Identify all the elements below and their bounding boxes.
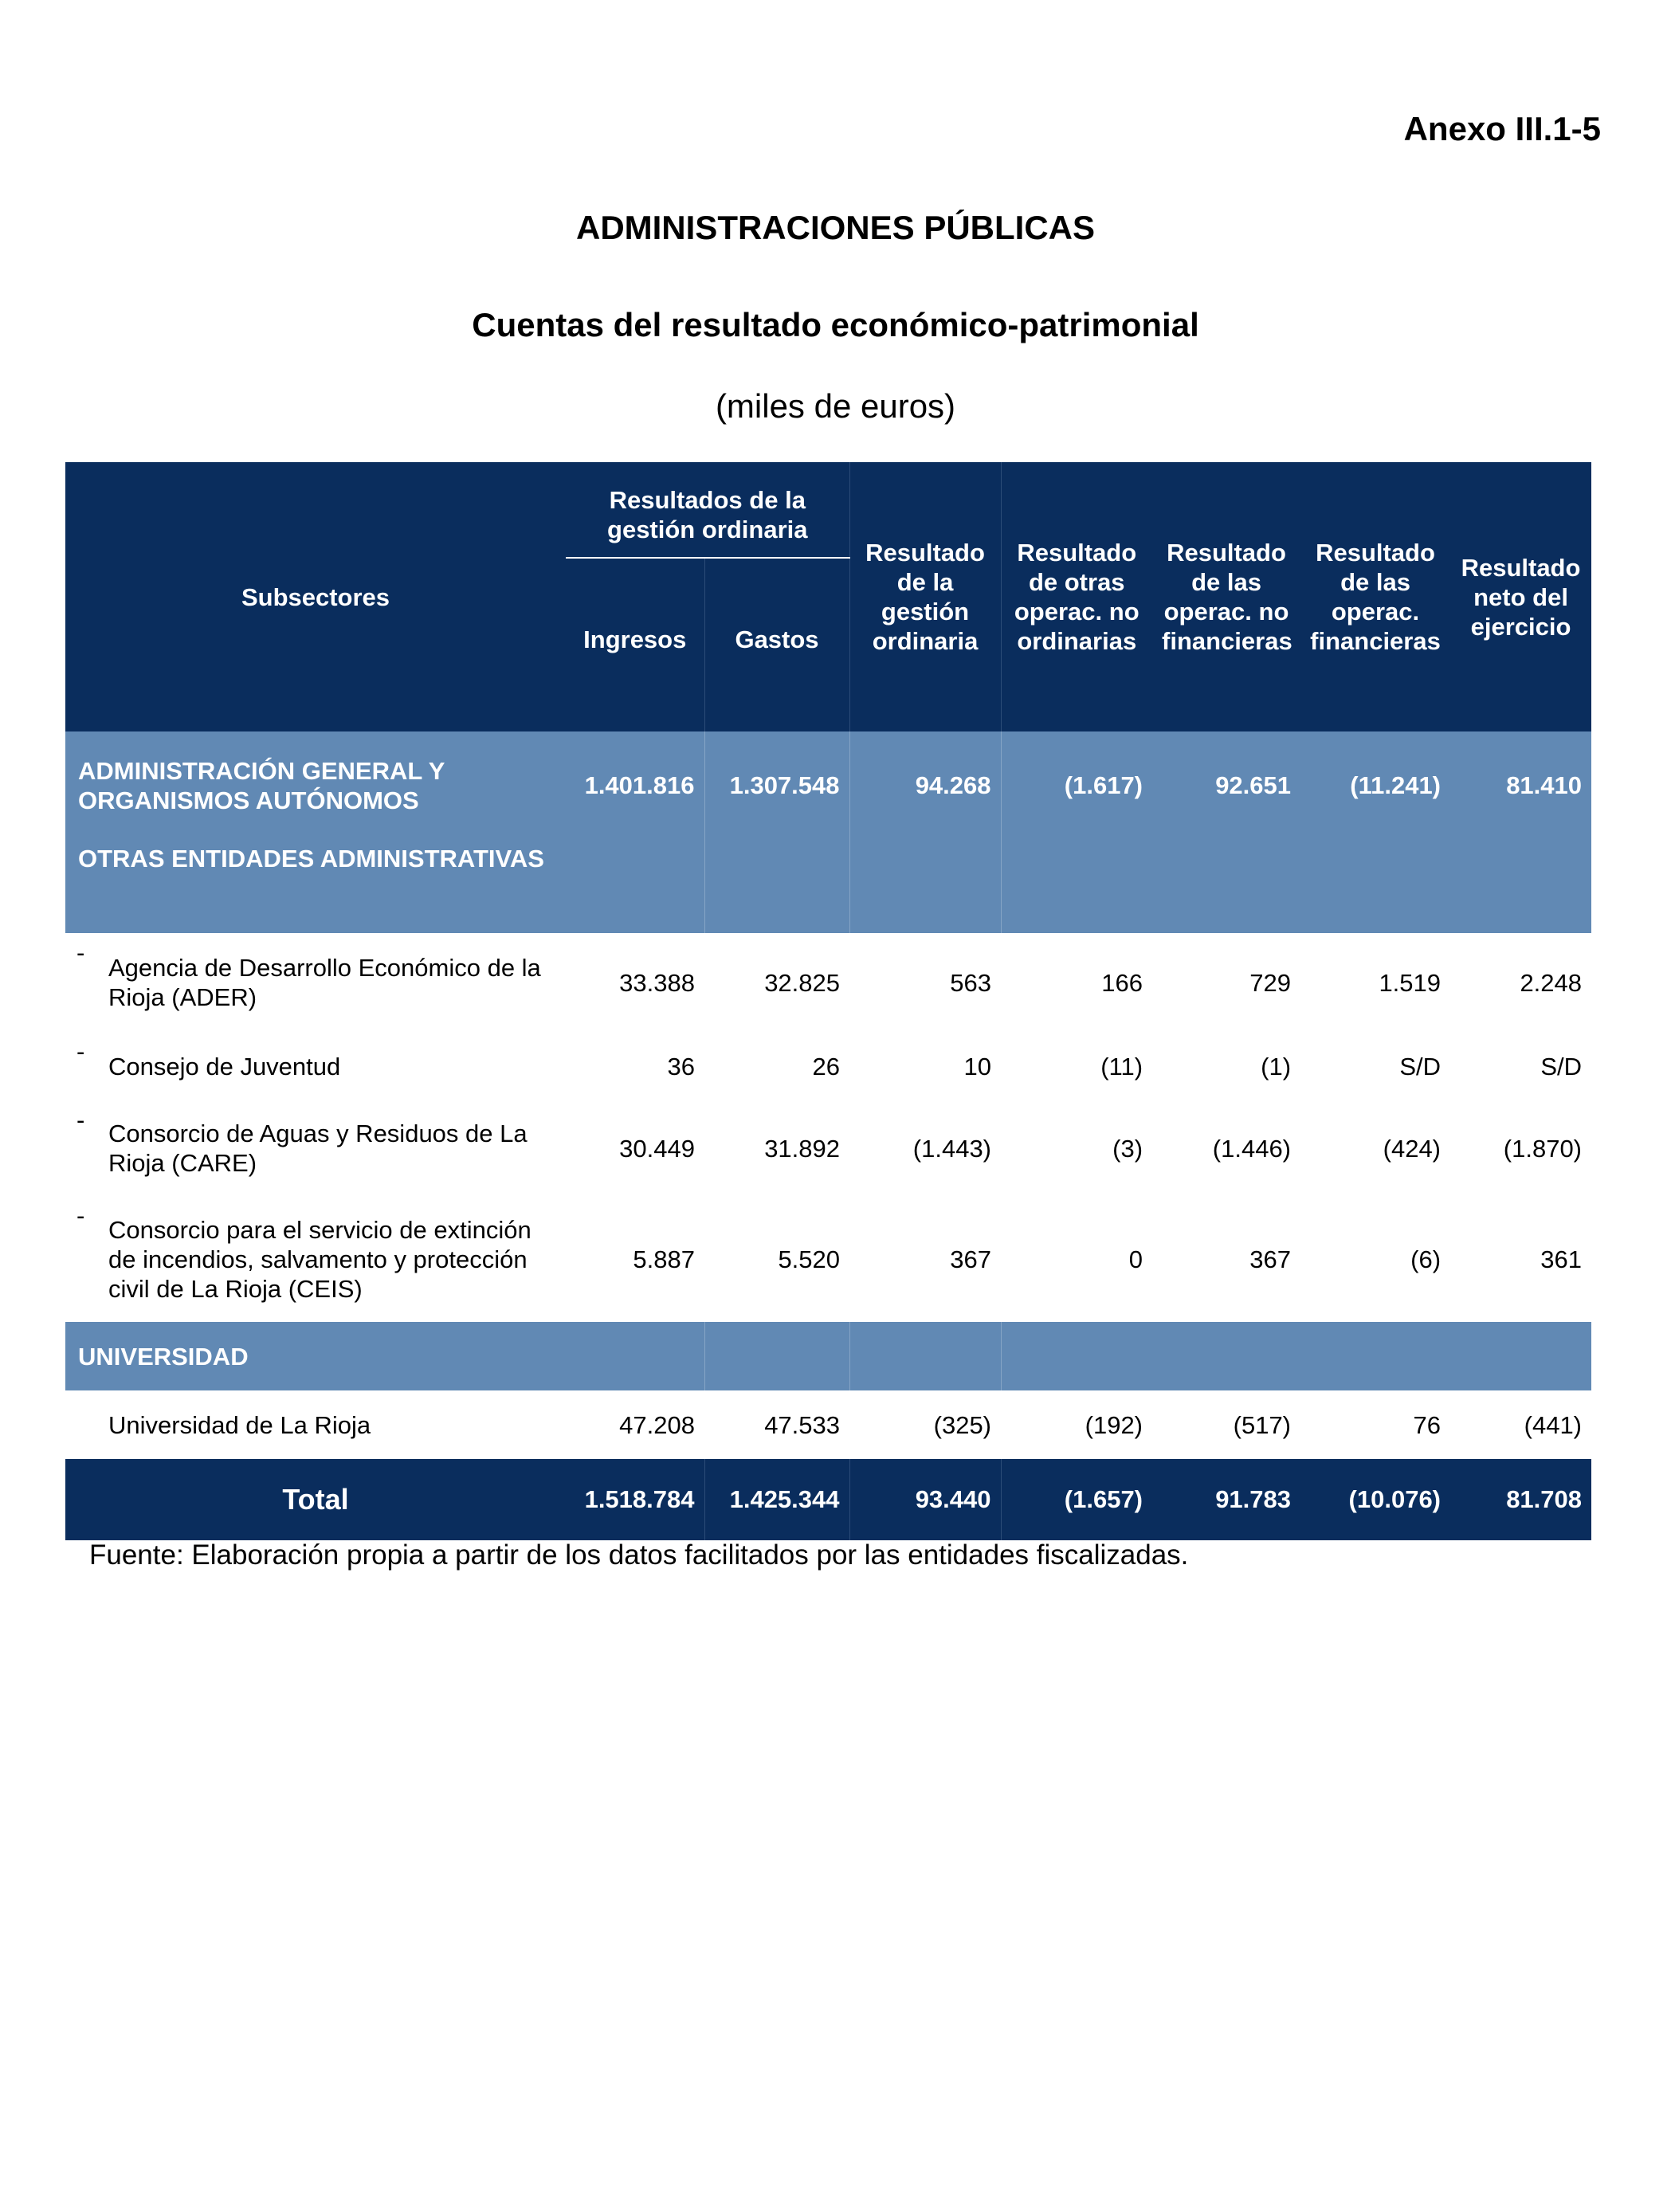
empty-cell <box>1300 839 1450 933</box>
value-cell: 30.449 <box>566 1100 704 1196</box>
value-cell: 729 <box>1152 933 1300 1032</box>
table-row <box>65 1196 1591 1322</box>
value-cell: (424) <box>1300 1100 1450 1196</box>
section-row <box>65 839 1591 933</box>
value-cell: 367 <box>849 1196 1001 1322</box>
header-res-neto: Resultado neto del ejercicio <box>1450 462 1591 731</box>
value-cell: 94.268 <box>849 731 1001 839</box>
section-label: UNIVERSIDAD <box>65 1322 566 1390</box>
value-cell: S/D <box>1450 1032 1591 1100</box>
empty-cell <box>1001 839 1152 933</box>
empty-cell <box>849 1322 1001 1390</box>
total-value: 91.783 <box>1152 1459 1300 1540</box>
empty-cell <box>849 839 1001 933</box>
header-res-no-fin: Resultado de las operac. no financieras <box>1152 462 1300 731</box>
value-cell: (325) <box>849 1390 1001 1459</box>
units-label: (miles de euros) <box>715 387 956 425</box>
empty-cell <box>1450 839 1591 933</box>
value-cell: 32.825 <box>704 933 849 1032</box>
dash-marker: - <box>76 1037 85 1065</box>
empty-cell <box>1450 1322 1591 1390</box>
section-label: ADMINISTRACIÓN GENERAL Y ORGANISMOS AUTÓNOMOS <box>65 731 566 839</box>
value-cell: (11.241) <box>1300 731 1450 839</box>
value-cell: (11) <box>1001 1032 1152 1100</box>
section-label: OTRAS ENTIDADES ADMINISTRATIVAS <box>65 839 566 933</box>
value-cell: 92.651 <box>1152 731 1300 839</box>
value-cell: 1.519 <box>1300 933 1450 1032</box>
table-row <box>65 1032 1591 1100</box>
value-cell: (1) <box>1152 1032 1300 1100</box>
page-subtitle: Cuentas del resultado económico-patrimonial <box>472 306 1199 343</box>
row-label <box>65 933 566 1032</box>
empty-cell <box>1152 839 1300 933</box>
value-cell: (192) <box>1001 1390 1152 1459</box>
value-cell: 166 <box>1001 933 1152 1032</box>
total-value: (1.657) <box>1001 1459 1152 1540</box>
table-row <box>65 933 1591 1032</box>
empty-cell <box>566 839 704 933</box>
value-cell: 1.401.816 <box>566 731 704 839</box>
value-cell: 5.520 <box>704 1196 849 1322</box>
value-cell: 31.892 <box>704 1100 849 1196</box>
value-cell: (441) <box>1450 1390 1591 1459</box>
value-cell: 563 <box>849 933 1001 1032</box>
empty-cell <box>1300 1322 1450 1390</box>
header-gastos: Gastos <box>704 558 849 731</box>
page-title: ADMINISTRACIONES PÚBLICAS <box>575 209 1096 246</box>
empty-cell <box>1001 1322 1152 1390</box>
total-value: (10.076) <box>1300 1459 1450 1540</box>
section-row <box>65 731 1591 839</box>
value-cell: 47.208 <box>566 1390 704 1459</box>
value-cell: 36 <box>566 1032 704 1100</box>
header-res-otras: Resultado de otras operac. no ordinarias <box>1001 462 1152 731</box>
value-cell: 81.410 <box>1450 731 1591 839</box>
section-row <box>65 1322 1591 1390</box>
row-label <box>65 1032 566 1100</box>
header-res-gestion: Resultado de la gestión ordinaria <box>849 462 1001 731</box>
row-label-text: Universidad de La Rioja <box>108 1410 371 1439</box>
value-cell: (1.446) <box>1152 1100 1300 1196</box>
value-cell: (1.617) <box>1001 731 1152 839</box>
value-cell: (3) <box>1001 1100 1152 1196</box>
value-cell: 1.307.548 <box>704 731 849 839</box>
total-value: 81.708 <box>1450 1459 1591 1540</box>
total-label: Total <box>65 1459 566 1540</box>
total-value: 1.425.344 <box>704 1459 849 1540</box>
table-row <box>65 1100 1591 1196</box>
value-cell: (1.443) <box>849 1100 1001 1196</box>
value-cell: (6) <box>1300 1196 1450 1322</box>
header-ingresos: Ingresos <box>566 558 704 731</box>
value-cell: S/D <box>1300 1032 1450 1100</box>
total-value: 1.518.784 <box>566 1459 704 1540</box>
value-cell: 361 <box>1450 1196 1591 1322</box>
value-cell: (1.870) <box>1450 1100 1591 1196</box>
value-cell: 47.533 <box>704 1390 849 1459</box>
total-value: 93.440 <box>849 1459 1001 1540</box>
value-cell: 5.887 <box>566 1196 704 1322</box>
row-label-text: Consorcio de Aguas y Residuos de La Rioja (CARE) <box>108 1120 528 1177</box>
row-label-text: Agencia de Desarrollo Económico de la Rioja (ADER) <box>108 954 541 1011</box>
row-label-text: Consorcio para el servicio de extinción de incendios, salvamento y protección civil de La Rioja (CEIS) <box>108 1215 532 1303</box>
empty-cell <box>1152 1322 1300 1390</box>
value-cell: 367 <box>1152 1196 1300 1322</box>
table-row <box>65 1390 1591 1459</box>
value-cell: 10 <box>849 1032 1001 1100</box>
dash-marker: - <box>76 1202 85 1230</box>
empty-cell <box>704 839 849 933</box>
row-label <box>65 1196 566 1322</box>
header-group: Resultados de la gestión ordinaria <box>566 462 849 558</box>
source-note: Fuente: Elaboración propia a partir de los datos facilitados por las entidades fiscalizadas. <box>89 1539 1189 1571</box>
value-cell: (517) <box>1152 1390 1300 1459</box>
header-row-1 <box>65 462 1591 558</box>
row-label-text: Consejo de Juventud <box>108 1052 341 1081</box>
header-subsectores: Subsectores <box>65 462 566 731</box>
dash-marker: - <box>76 1106 85 1134</box>
empty-cell <box>704 1322 849 1390</box>
value-cell: 2.248 <box>1450 933 1591 1032</box>
row-label <box>65 1390 566 1459</box>
row-label <box>65 1100 566 1196</box>
empty-cell <box>566 1322 704 1390</box>
value-cell: 0 <box>1001 1196 1152 1322</box>
annex-label: Anexo III.1-5 <box>1403 110 1601 147</box>
value-cell: 76 <box>1300 1390 1450 1459</box>
value-cell: 33.388 <box>566 933 704 1032</box>
value-cell: 26 <box>704 1032 849 1100</box>
dash-marker: - <box>76 939 85 967</box>
total-row <box>65 1459 1591 1540</box>
header-res-fin: Resultado de las operac. financieras <box>1300 462 1450 731</box>
results-table <box>65 462 1591 1540</box>
